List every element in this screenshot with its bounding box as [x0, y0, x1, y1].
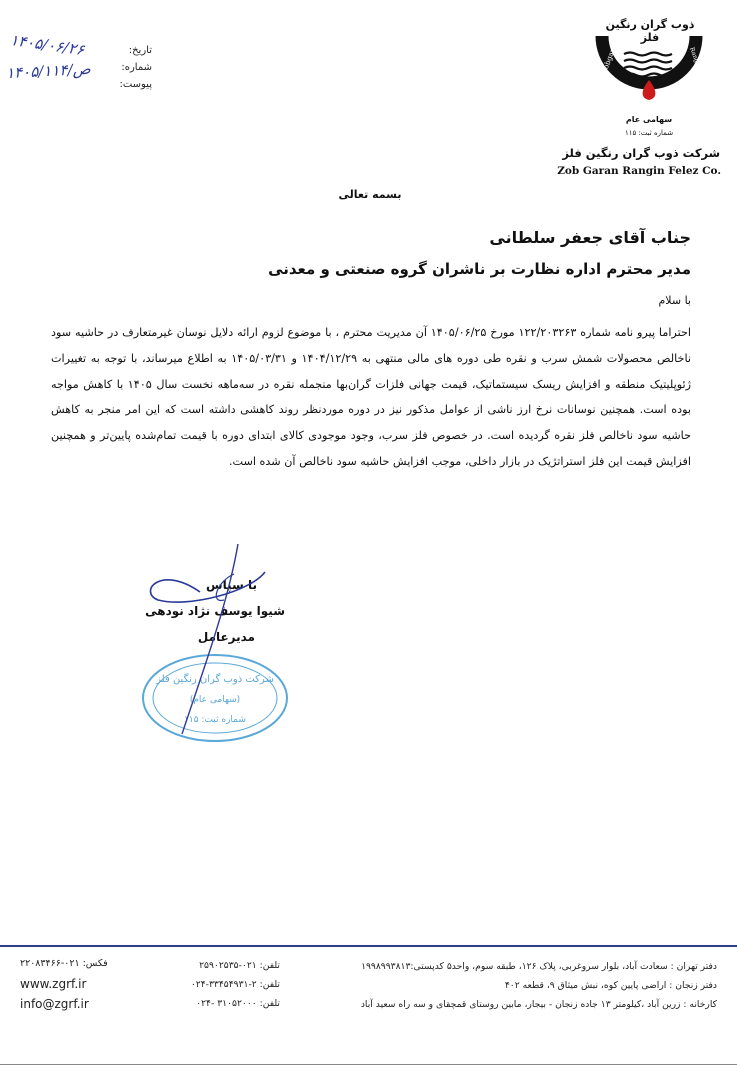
footer-fax: فکس: ۰۲۱-۲۲۰۸۳۴۶۶ [20, 958, 108, 969]
logo-left-text: Zobgarane [600, 35, 622, 75]
logo-bottom-text-1: سهامی عام [625, 115, 673, 124]
date-label: تاریخ: [128, 45, 152, 56]
stamp-line-1: شرکت ذوب گران رنگین فلز [156, 674, 274, 685]
handwritten-signature [140, 542, 270, 742]
footer-contact [20, 954, 108, 1014]
footer-addresses [277, 957, 717, 1014]
footer-phones [130, 956, 280, 1013]
recipient-name: جناب آقای جعفر سلطانی [489, 228, 691, 247]
stamp-line-3: شماره ثبت: ۱۱۵ [184, 715, 246, 725]
greeting: با سلام [658, 294, 691, 307]
stamp-line-2: (سهامی عام) [189, 695, 241, 705]
handwritten-number: ۱۴۰۵/ص/۱۱۴ [5, 59, 92, 83]
company-name-fa: شرکت ذوب گران رنگین فلز [562, 146, 720, 160]
signer-name: شیوا یوسف نژاد نودهی [145, 604, 285, 618]
letter-body: احتراما پیرو نامه شماره ۱۲۲/۲۰۳۲۶۳ مورخ ۱۴۰۵/۰۶/۲۵ آن مدیریت محترم ، با موضوع لزوم ارائه دلایل نوسان غیرمتعارف در حاشیه سود ناخالص محصولات شمش سرب و نقره طی دوره های مالی منتهی به ۱۴۰۴/۱۲/۲۹ و ۱۴۰۵/۰۳/۳۱ به اطلاع میرساند، با توجه به تغییرات ژئوپلیتیک منطقه و افزایش ریسک سیستماتیک، قیمت جهانی فلزات گران‌بها منجمله نقره در سه‌ماهه نخست سال ۱۴۰۵ با کاهش مواجه بوده است. همچنین نوسانات نرخ ارز ناشی از عوامل مذکور نیز در دوره موردنظر روند کاهشی داشته است که این امر منجر به کاهش حاشیه سود ناخالص فلز نقره گردیده است. در خصوص فلز سرب، وجود موجودی کالای ابتدای دوره با قیمت تمام‌شده پایین‌تر و همچنین افزایش قیمت این فلز استراتژیک در بازار داخلی، موجب افزایش حاشیه سود ناخالص آن شده است. [51, 326, 691, 468]
footer-email[interactable]: info@zgrf.ir [20, 997, 89, 1011]
number-label: شماره: [121, 62, 152, 73]
bismillah: بسمه تعالی [338, 188, 402, 201]
logo-top-text: ذوب گران رنگین فلز [605, 18, 695, 44]
footer-address-tehran: دفتر تهران : سعادت آباد، بلوار سروغربی، پلاک ۱۲۶، طبقه سوم، واحد۵ کدپستی:۱۹۹۸۹۹۳۸۱۳ [361, 961, 717, 972]
footer-divider [0, 945, 737, 947]
footer-phone-tehran: تلفن: ۰۲۱-۲۵۹۰۲۵۳۵ [199, 960, 280, 971]
letter-meta [92, 42, 152, 93]
page-bottom-edge [0, 1064, 737, 1065]
handwritten-date: ۱۴۰۵/۰۶/۲۶ [9, 30, 86, 60]
logo-bottom-text-2: شماره ثبت: ۱۱۵ [624, 129, 674, 137]
closing-thanks: با سپاس [206, 578, 257, 592]
company-logo [594, 14, 713, 142]
signer-role: مدیرعامل [197, 630, 255, 644]
company-name-en: Zob Garan Rangin Felez Co. [557, 165, 721, 177]
logo-right-text: Rangin Felez Co. [688, 46, 713, 98]
footer-website[interactable]: www.zgrf.ir [20, 977, 87, 991]
footer-phone-zanjan: تلفن: ۲-۳۳۴۵۴۹۳۱-۰۲۴ [190, 979, 280, 990]
recipient-title: مدیر محترم اداره نظارت بر ناشران گروه صنعتی و معدنی [268, 260, 691, 278]
footer-address-factory: کارخانه : زرین آباد ،کیلومتر ۱۳ جاده زنجان - بیجار، مابین روستای قمچقای و سه راه سعید آباد [360, 999, 717, 1010]
attachment-label: پیوست: [119, 79, 152, 90]
footer-phone-factory: تلفن: ۳۱۰۵۲۰۰۰ -۰۲۴ [196, 998, 280, 1009]
footer-address-zanjan: دفتر زنجان : اراضی پایین کوه، نبش میثاق ۹، قطعه ۴۰۲ [504, 980, 717, 991]
